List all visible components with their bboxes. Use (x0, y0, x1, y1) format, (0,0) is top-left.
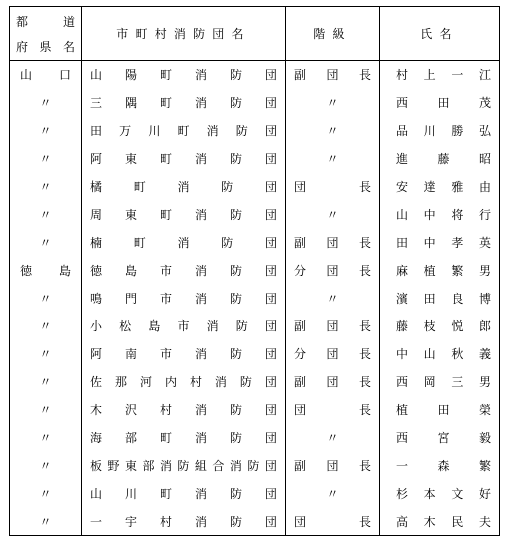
table-row (10, 479, 500, 507)
table-row (10, 89, 500, 117)
brigade-name: 橘 町 消 防 団 (90, 180, 277, 194)
brigade-name-cell (82, 200, 286, 228)
prefecture-cell: 〃 (10, 173, 82, 201)
person-name-cell (380, 424, 500, 452)
brigade-name-cell (82, 340, 286, 368)
header-prefecture-line1 (16, 13, 75, 30)
header-rank: 階級 (286, 7, 380, 61)
brigade-name: 木 沢 村 消 防 団 (90, 403, 277, 418)
prefecture-cell (10, 61, 82, 89)
rank-label: 副 団 長 (294, 235, 371, 250)
table-row (10, 256, 500, 284)
header-prefecture-line1-char: 道 (62, 14, 75, 29)
brigade-name-cell (82, 89, 286, 117)
prefecture-cell: 〃 (10, 340, 82, 368)
prefecture-cell: 〃 (10, 507, 82, 535)
prefecture-cell: 〃 (10, 145, 82, 173)
prefecture-cell: 〃 (10, 200, 82, 228)
rank-label: 副 団 長 (294, 68, 371, 83)
prefecture-name: 徳 島 (20, 263, 71, 278)
person-name: 西 田 茂 (396, 96, 491, 111)
rank-label: 副 団 長 (294, 458, 371, 473)
table-row (10, 228, 500, 256)
prefecture-cell: 〃 (10, 228, 82, 256)
rank-label: 分 団 長 (294, 347, 371, 362)
rank-cell: 〃 (286, 284, 380, 312)
brigade-name-cell (82, 507, 286, 535)
person-name: 藤 枝 悦 郎 (396, 319, 491, 334)
rank-label: 団 長 (294, 180, 371, 194)
header-row (10, 7, 500, 61)
header-prefecture-line2 (16, 38, 75, 55)
table-row (10, 145, 500, 173)
fire-brigade-roster-table (9, 6, 500, 536)
brigade-name-cell (82, 117, 286, 145)
person-name-cell (380, 451, 500, 479)
brigade-name: 阿 東 町 消 防 団 (90, 152, 277, 167)
prefecture-cell: 〃 (10, 368, 82, 396)
brigade-name: 佐 那 河 内 村 消 防 団 (90, 375, 277, 390)
header-prefecture-line1-char: 都 (16, 14, 29, 29)
rank-cell: 〃 (286, 424, 380, 452)
brigade-name-cell (82, 451, 286, 479)
person-name: 山 中 将 行 (396, 207, 491, 222)
table-row (10, 424, 500, 452)
rank-cell: 〃 (286, 89, 380, 117)
person-name: 村 上 一 江 (396, 68, 491, 83)
table-row (10, 61, 500, 89)
person-name: 安 達 雅 由 (396, 180, 491, 194)
header-person-name: 氏名 (380, 7, 500, 61)
prefecture-cell: 〃 (10, 479, 82, 507)
header-prefecture-line2-char: 府 (16, 39, 29, 54)
person-name-cell (380, 284, 500, 312)
person-name: 高 木 民 夫 (396, 514, 491, 529)
brigade-name: 田 万 川 町 消 防 団 (90, 124, 277, 139)
rank-cell (286, 507, 380, 535)
prefecture-cell (10, 256, 82, 284)
brigade-name: 周 東 町 消 防 団 (90, 207, 277, 222)
prefecture-cell: 〃 (10, 312, 82, 340)
person-name: 麻 植 繁 男 (396, 263, 491, 278)
person-name: 一 森 繁 (396, 458, 491, 473)
person-name: 進 藤 昭 (396, 152, 491, 167)
rank-cell (286, 396, 380, 424)
table-row (10, 507, 500, 535)
rank-cell (286, 256, 380, 284)
person-name-cell (380, 228, 500, 256)
rank-cell (286, 368, 380, 396)
person-name-cell (380, 479, 500, 507)
table-row (10, 396, 500, 424)
table-row (10, 368, 500, 396)
table-row (10, 117, 500, 145)
brigade-name: 徳 島 市 消 防 団 (90, 263, 277, 278)
person-name-cell (380, 396, 500, 424)
rank-cell: 〃 (286, 145, 380, 173)
rank-label: 副 団 長 (294, 319, 371, 334)
rank-label: 分 団 長 (294, 263, 371, 278)
rank-cell (286, 451, 380, 479)
rank-label: 副 団 長 (294, 375, 371, 390)
person-name-cell (380, 117, 500, 145)
person-name-cell (380, 507, 500, 535)
brigade-name-cell (82, 424, 286, 452)
brigade-name-cell (82, 256, 286, 284)
table-row (10, 173, 500, 201)
person-name: 濱 田 良 博 (396, 291, 491, 306)
header-prefecture-line2-char: 名 (62, 39, 75, 54)
table-row (10, 340, 500, 368)
rank-cell (286, 340, 380, 368)
prefecture-cell: 〃 (10, 396, 82, 424)
header-prefecture (10, 7, 82, 61)
prefecture-cell: 〃 (10, 89, 82, 117)
person-name: 植 田 榮 (396, 403, 491, 418)
person-name-cell (380, 312, 500, 340)
brigade-name: 一 宇 村 消 防 団 (90, 514, 277, 529)
prefecture-cell: 〃 (10, 284, 82, 312)
header-unit-name: 市町村消防団名 (82, 7, 286, 61)
person-name: 中 山 秋 義 (396, 347, 491, 362)
person-name-cell (380, 89, 500, 117)
table-row (10, 284, 500, 312)
person-name-cell (380, 173, 500, 201)
table-row (10, 312, 500, 340)
person-name-cell (380, 340, 500, 368)
person-name-cell (380, 200, 500, 228)
brigade-name-cell (82, 479, 286, 507)
brigade-name: 山 川 町 消 防 団 (90, 486, 277, 501)
rank-cell (286, 61, 380, 89)
person-name-cell (380, 61, 500, 89)
brigade-name: 小 松 島 市 消 防 団 (90, 319, 277, 334)
person-name-cell (380, 256, 500, 284)
prefecture-cell: 〃 (10, 424, 82, 452)
brigade-name-cell (82, 312, 286, 340)
person-name: 西 岡 三 男 (396, 375, 491, 390)
brigade-name: 鳴 門 市 消 防 団 (90, 291, 277, 306)
prefecture-cell: 〃 (10, 117, 82, 145)
prefecture-cell: 〃 (10, 451, 82, 479)
rank-cell (286, 173, 380, 201)
prefecture-name: 山 口 (20, 68, 71, 83)
rank-cell (286, 312, 380, 340)
brigade-name-cell (82, 173, 286, 201)
brigade-name-cell (82, 61, 286, 89)
table-row (10, 200, 500, 228)
brigade-name: 海 部 町 消 防 団 (90, 431, 277, 446)
rank-cell (286, 228, 380, 256)
table-row (10, 451, 500, 479)
brigade-name-cell (82, 228, 286, 256)
brigade-name-cell (82, 145, 286, 173)
brigade-name-cell (82, 396, 286, 424)
header-prefecture-line2-char: 県 (39, 39, 52, 54)
brigade-name: 板 野 東 部 消 防 組 合 消 防 団 (90, 458, 277, 473)
rank-cell: 〃 (286, 479, 380, 507)
person-name-cell (380, 145, 500, 173)
person-name-cell (380, 368, 500, 396)
roster-body (10, 61, 500, 536)
brigade-name: 阿 南 市 消 防 団 (90, 347, 277, 362)
rank-label: 団 長 (294, 403, 371, 418)
person-name: 田 中 孝 英 (396, 235, 491, 250)
brigade-name-cell (82, 284, 286, 312)
rank-cell: 〃 (286, 200, 380, 228)
brigade-name: 山 陽 町 消 防 団 (90, 68, 277, 83)
rank-cell: 〃 (286, 117, 380, 145)
person-name: 西 宮 毅 (396, 431, 491, 446)
brigade-name: 三 隅 町 消 防 団 (90, 96, 277, 111)
brigade-name: 楠 町 消 防 団 (90, 235, 277, 250)
person-name: 杉 本 文 好 (396, 486, 491, 501)
person-name: 品 川 勝 弘 (396, 124, 491, 139)
brigade-name-cell (82, 368, 286, 396)
rank-label: 団 長 (294, 514, 371, 529)
